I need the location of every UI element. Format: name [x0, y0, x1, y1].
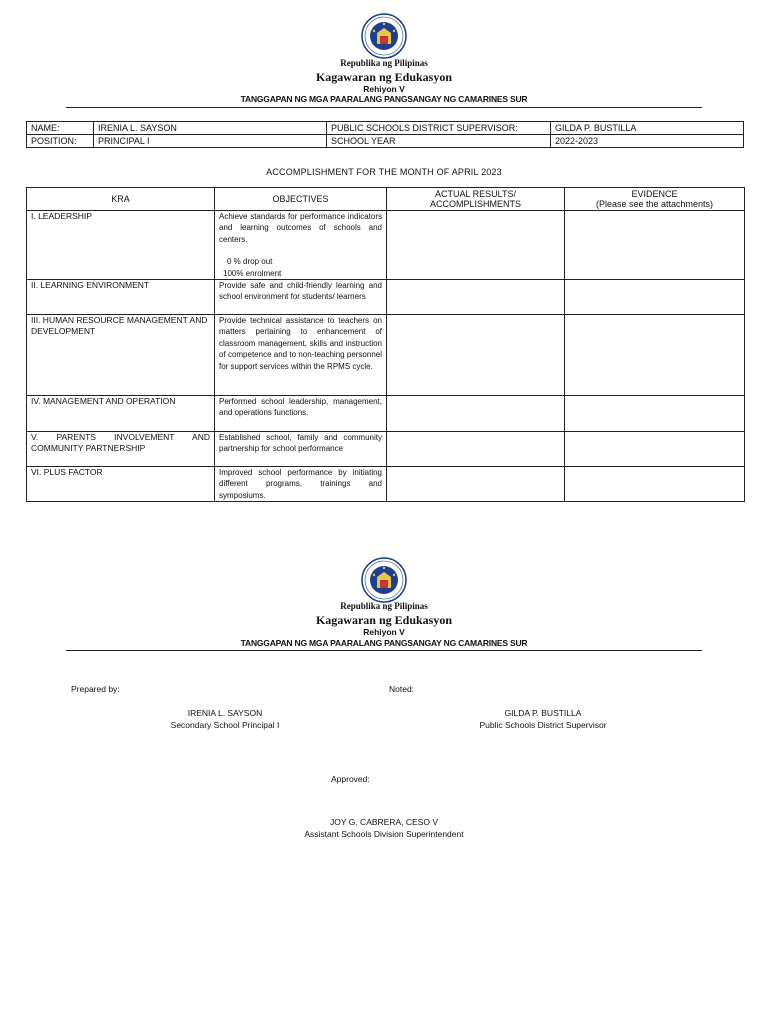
objective-cell: Provide safe and child-friendly learning and school environment for students/ learners [215, 280, 387, 315]
table-row [27, 211, 745, 280]
evidence-cell [565, 467, 745, 502]
header-evidence-line2: (Please see the attachments) [595, 199, 714, 209]
position-value: PRINCIPAL I [94, 135, 327, 148]
deped-seal-icon [361, 557, 407, 603]
prepared-name: IRENIA L. SAYSON [187, 708, 263, 718]
header-actual-line1: ACTUAL RESULTS/ [434, 189, 517, 199]
info-row-position [27, 135, 744, 148]
header-republic: Republika ng Pilipinas [340, 58, 428, 68]
deped-seal-icon [361, 13, 407, 59]
prepared-signatory [125, 707, 325, 731]
header-department: Kagawaran ng Edukasyon [315, 70, 453, 84]
header-department: Kagawaran ng Edukasyon [315, 613, 453, 627]
objective-cell: Provide technical assistance to teachers on matters pertaining to enhancement of classroom management, skills and instruction of competence and to non-teaching personnel for support services within the RPMS cycle. [215, 315, 387, 396]
kra-cell: III. HUMAN RESOURCE MANAGEMENT AND DEVELOPMENT [27, 315, 215, 396]
objective-cell: Improved school performance by initiating different programs, trainings and symposiums. [215, 467, 387, 502]
header-divider [66, 650, 702, 651]
kra-cell: VI. PLUS FACTOR [27, 467, 215, 502]
actual-cell [387, 280, 565, 315]
actual-cell [387, 211, 565, 280]
noted-signatory [443, 707, 643, 731]
position-label: POSITION: [27, 135, 94, 148]
evidence-cell [565, 396, 745, 432]
approved-label: Approved: [331, 774, 370, 784]
kra-cell: II. LEARNING ENVIRONMENT [27, 280, 215, 315]
noted-name: GILDA P. BUSTILLA [504, 708, 582, 718]
header-kra: KRA [27, 188, 215, 211]
table-row [27, 396, 745, 432]
school-year-value: 2022-2023 [551, 135, 744, 148]
evidence-cell [565, 315, 745, 396]
school-year-label: SCHOOL YEAR [327, 135, 551, 148]
header-actual [387, 188, 565, 211]
name-value: IRENIA L. SAYSON [94, 122, 327, 135]
header-region: Rehiyon V [363, 627, 405, 637]
report-title: ACCOMPLISHMENT FOR THE MONTH OF APRIL 2023 [266, 167, 502, 177]
prepared-title: Secondary School Principal I [170, 720, 280, 730]
approved-title: Assistant Schools Division Superintendent [304, 829, 464, 839]
prepared-label: Prepared by: [71, 684, 120, 694]
dropout-text: 0 % drop out [227, 257, 273, 267]
noted-label: Noted: [389, 684, 415, 694]
header-office: TANGGAPAN NG MGA PAARALANG PANGSANGAY NG CAMARINES SUR [240, 638, 528, 648]
table-row [27, 315, 745, 396]
info-row-name [27, 122, 744, 135]
objective-text: Achieve standards for performance indicators and learning outcomes of schools and centers. [219, 212, 382, 244]
info-table [26, 121, 744, 148]
objective-cell [215, 211, 387, 280]
supervisor-label: PUBLIC SCHOOLS DISTRICT SUPERVISOR: [327, 122, 551, 135]
header-republic: Republika ng Pilipinas [340, 601, 428, 611]
table-row [27, 467, 745, 502]
header-office: TANGGAPAN NG MGA PAARALANG PANGSANGAY NG CAMARINES SUR [240, 94, 528, 104]
evidence-cell [565, 432, 745, 467]
actual-cell [387, 432, 565, 467]
header-evidence-line1: EVIDENCE [631, 189, 678, 199]
header-region: Rehiyon V [363, 84, 405, 94]
table-row [27, 280, 745, 315]
header-actual-line2: ACCOMPLISHMENTS [429, 199, 521, 209]
actual-cell [387, 396, 565, 432]
objective-cell: Performed school leadership, management, and operations functions. [215, 396, 387, 432]
kra-cell: I. LEADERSHIP [27, 211, 215, 280]
enrolment-text: 100% enrolment [223, 268, 282, 278]
evidence-cell [565, 211, 745, 280]
kra-cell: IV. MANAGEMENT AND OPERATION [27, 396, 215, 432]
approved-signatory [234, 816, 534, 840]
actual-cell [387, 315, 565, 396]
kra-cell: V. PARENTS INVOLVEMENT AND COMMUNITY PARTNERSHIP [27, 432, 215, 467]
name-label: NAME: [27, 122, 94, 135]
table-row [27, 432, 745, 467]
evidence-cell [565, 280, 745, 315]
supervisor-value: GILDA P. BUSTILLA [551, 122, 744, 135]
noted-title: Public Schools District Supervisor [479, 720, 607, 730]
objective-cell: Established school, family and community partnership for school performance [215, 432, 387, 467]
actual-cell [387, 467, 565, 502]
header-evidence [565, 188, 745, 211]
approved-name: JOY G. CABRERA, CESO V [329, 817, 438, 827]
accomplishment-table [26, 187, 745, 502]
table-header-row [27, 188, 745, 211]
header-divider [66, 107, 702, 108]
header-objectives: OBJECTIVES [215, 188, 387, 211]
